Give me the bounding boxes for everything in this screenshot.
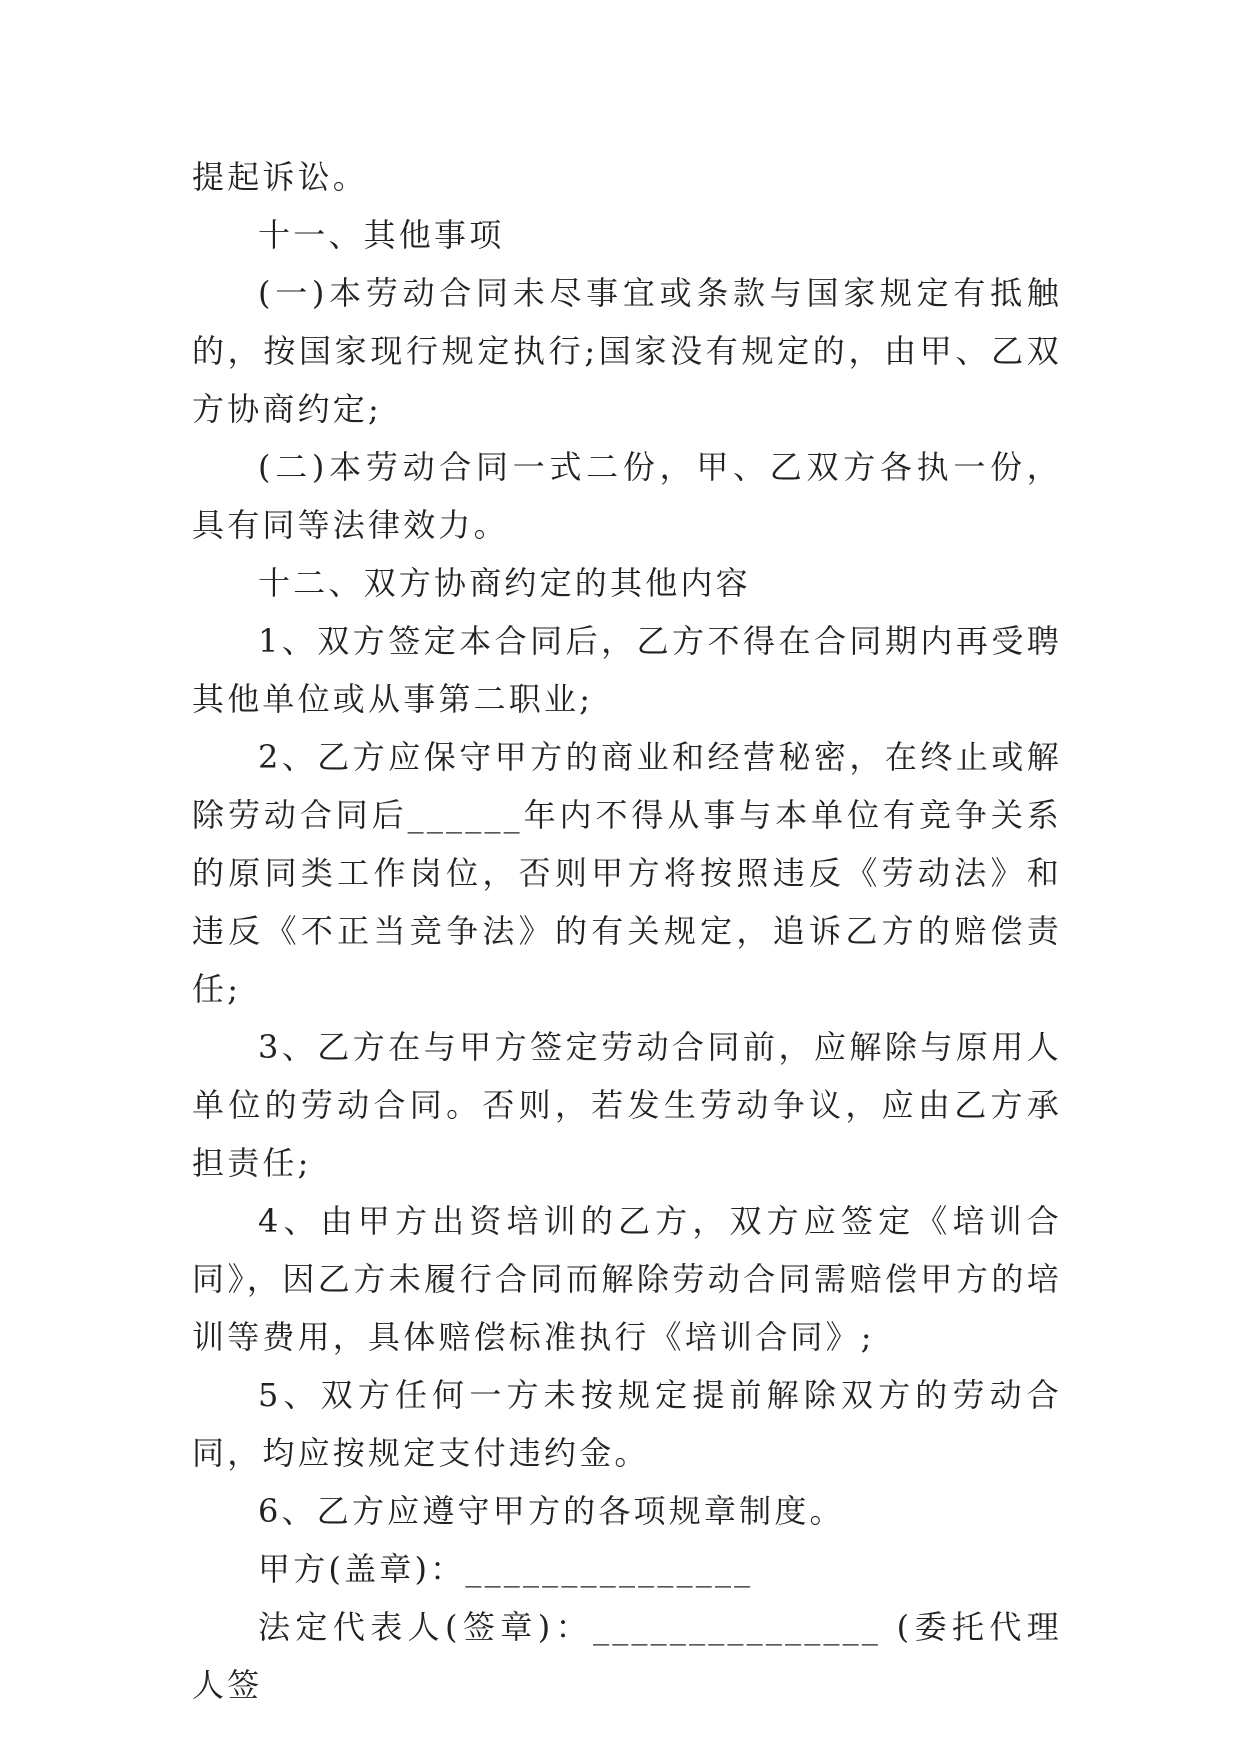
signature-party-a: 甲方(盖章)：_______________ — [258, 1550, 754, 1588]
document-page — [192, 148, 1062, 1714]
paragraph-3: (一)本劳动合同未尽事宜或条款与国家规定有抵触的，按国家现行规定执行;国家没有规定的，由甲、乙双方协商约定; — [192, 274, 1062, 428]
paragraph-7: 2、乙方应保守甲方的商业和经营秘密，在终止或解除劳动合同后______年内不得从事与本单位有竞争关系的原同类工作岗位，否则甲方将按照违反《劳动法》和违反《不正当竞争法》的有关规定，追诉乙方的赔偿责任; — [192, 738, 1062, 1008]
paragraph-11: 6、乙方应遵守甲方的各项规章制度。 — [258, 1492, 845, 1530]
paragraph-9: 4、由甲方出资培训的乙方，双方应签定《培训合同》，因乙方未履行合同而解除劳动合同需赔偿甲方的培训等费用，具体赔偿标准执行《培训合同》; — [192, 1202, 1062, 1356]
section-heading-11: 十一、其他事项 — [258, 216, 505, 254]
paragraph-4: (二)本劳动合同一式二份，甲、乙双方各执一份，具有同等法律效力。 — [192, 448, 1062, 544]
section-heading-12: 十二、双方协商约定的其他内容 — [258, 564, 751, 602]
paragraph-1: 提起诉讼。 — [192, 158, 369, 196]
paragraph-6: 1、双方签定本合同后，乙方不得在合同期内再受聘其他单位或从事第二职业; — [192, 622, 1062, 718]
signature-legal-rep: 法定代表人(签章)：_______________ (委托代理人签 — [192, 1608, 1062, 1704]
paragraph-10: 5、双方任何一方未按规定提前解除双方的劳动合同，均应按规定支付违约金。 — [192, 1376, 1062, 1472]
paragraph-8: 3、乙方在与甲方签定劳动合同前，应解除与原用人单位的劳动合同。否则，若发生劳动争议，应由乙方承担责任; — [192, 1028, 1062, 1182]
